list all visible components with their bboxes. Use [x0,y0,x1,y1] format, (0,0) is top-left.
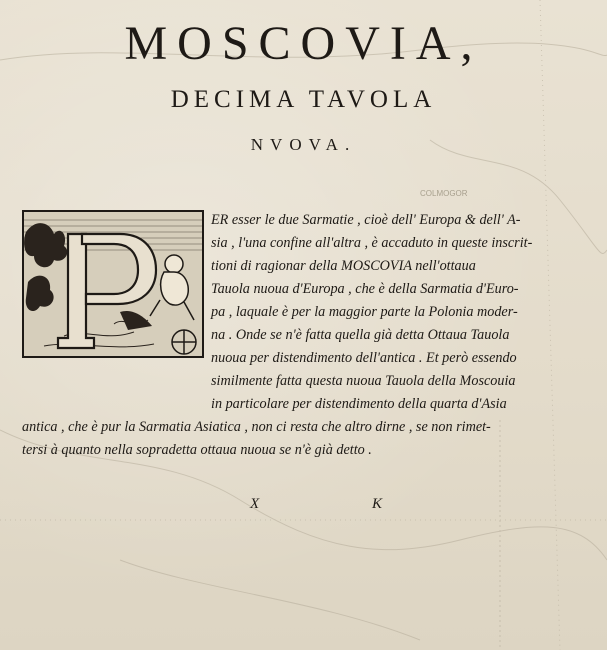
body-line: in particolare per distendimento della quarta d'Asia [211,396,507,412]
body-line: pa , laquale è per la maggior parte la Polonia moder- [211,304,518,320]
signature-mark-x: X [250,496,260,512]
body-line: tersi à quanto nella sopradetta ottaua nuoua se n'è già detto . [22,442,372,458]
page-subtitle-2: NVOVA. [250,135,357,154]
body-line: Tauola nuoua d'Europa , che è della Sarmatia d'Euro- [211,281,519,297]
body-line: nuoua per distendimento dell'antica . Et però essendo [211,350,517,366]
body-line: ER esser le due Sarmatie , cioè dell' Europa & dell' A- [211,212,521,228]
decorated-initial-p [22,210,204,358]
body-line: na . Onde se n'è fatta quella già detta Ottaua Tauola [211,327,510,343]
body-line: tioni di ragionar della MOSCOVIA nell'ottaua [211,258,476,274]
page-subtitle: DECIMA TAVOLA [170,86,437,113]
initial-p-illustration [24,212,202,356]
body-line: similmente fatta questa nuoua Tauola della Moscouia [211,373,516,389]
page-title: MOSCOVIA, [124,17,483,70]
signature-mark-k: K [372,496,383,512]
body-line: antica , che è pur la Sarmatia Asiatica , non ci resta che altro dirne , se non rimet- [22,419,491,435]
map-label-colmogor: COLMOGOR [420,189,468,198]
body-line: sia , l'una confine all'altra , è accaduto in queste inscrit- [211,235,533,251]
